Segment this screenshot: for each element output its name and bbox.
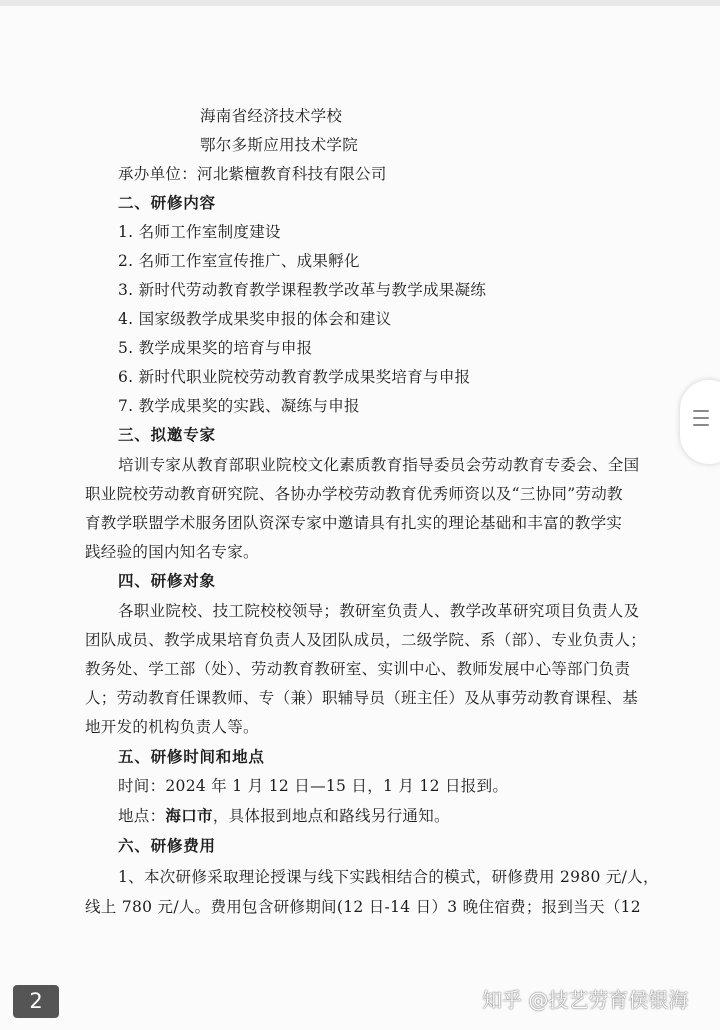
- list-item: 5. 教学成果奖的培育与申报: [118, 339, 313, 357]
- place-rest: ，具体报到地点和路线另行通知。: [212, 807, 450, 825]
- section-heading: 五、研修时间和地点: [118, 747, 265, 766]
- section-heading: 三、拟邀专家: [118, 425, 216, 444]
- place-city: 海口市: [165, 806, 213, 825]
- list-item: 7. 教学成果奖的实践、凝练与申报: [118, 397, 360, 415]
- list-item: 4. 国家级教学成果奖申报的体会和建议: [118, 310, 392, 328]
- paragraph-line: 1、本次研修采取理论授课与线下实践相结合的模式，研修费用 2980 元/人，: [118, 868, 659, 886]
- paragraph-line: 育教学联盟学术服务团队资深专家中邀请具有扎实的理论基础和丰富的教学实: [85, 514, 623, 532]
- organizer-value: 河北紫檀教育科技有限公司: [197, 165, 387, 183]
- paragraph-line: 团队成员、教学成果培育负责人及团队成员，二级学院、系（部）、专业负责人；: [85, 631, 647, 649]
- place-line: [0, 806, 720, 826]
- list-item: 6. 新时代职业院校劳动教育教学成果奖培育与申报: [118, 368, 471, 386]
- section-heading: 六、研修费用: [118, 836, 216, 855]
- scroll-handle[interactable]: [680, 380, 720, 464]
- organizer-line: [0, 164, 720, 184]
- host-line-1: 海南省经济技术学校: [200, 107, 343, 125]
- paragraph-line: 线上 780 元/人。费用包含研修期间(12 日-14 日）3 晚住宿费；报到当天（12: [85, 898, 641, 916]
- list-item: 2. 名师工作室宣传推广、成果孵化: [118, 252, 360, 270]
- list-item: 1. 名师工作室制度建设: [118, 223, 281, 241]
- section-heading: 二、研修内容: [118, 193, 216, 212]
- paragraph-line: 各职业院校、技工院校校领导；教研室负责人、教学改革研究项目负责人及: [118, 602, 640, 620]
- page-number-badge: 2: [13, 985, 59, 1018]
- paragraph-line: 人；劳动教育任课教师、专（兼）职辅导员（班主任）及从事劳动教育课程、基: [85, 689, 639, 707]
- watermark: 知乎 @技艺劳育侯银海: [482, 988, 689, 1012]
- place-label: 地点：: [118, 807, 166, 825]
- paragraph-line: 职业院校劳动教育研究院、各协办学校劳动教育优秀师资以及“三协同”劳动教: [85, 485, 623, 503]
- paragraph-line: 培训专家从教育部职业院校文化素质教育指导委员会劳动教育专委会、全国: [118, 456, 640, 474]
- paragraph-line: 教务处、学工部（处）、劳动教育教研室、实训中心、教师发展中心等部门负责: [85, 660, 631, 678]
- paragraph-line: 地开发的机构负责人等。: [85, 718, 259, 736]
- section-heading: 四、研修对象: [118, 571, 216, 590]
- organizer-label: 承办单位：: [118, 165, 198, 183]
- time-line: 时间：2024 年 1 月 12 日—15 日，1 月 12 日报到。: [118, 777, 509, 795]
- page-top-edge: [0, 0, 720, 6]
- host-line-2: 鄂尔多斯应用技术学院: [200, 136, 359, 154]
- paragraph-line: 践经验的国内知名专家。: [85, 543, 259, 561]
- list-item: 3. 新时代劳动教育教学课程教学改革与教学成果凝练: [118, 281, 487, 299]
